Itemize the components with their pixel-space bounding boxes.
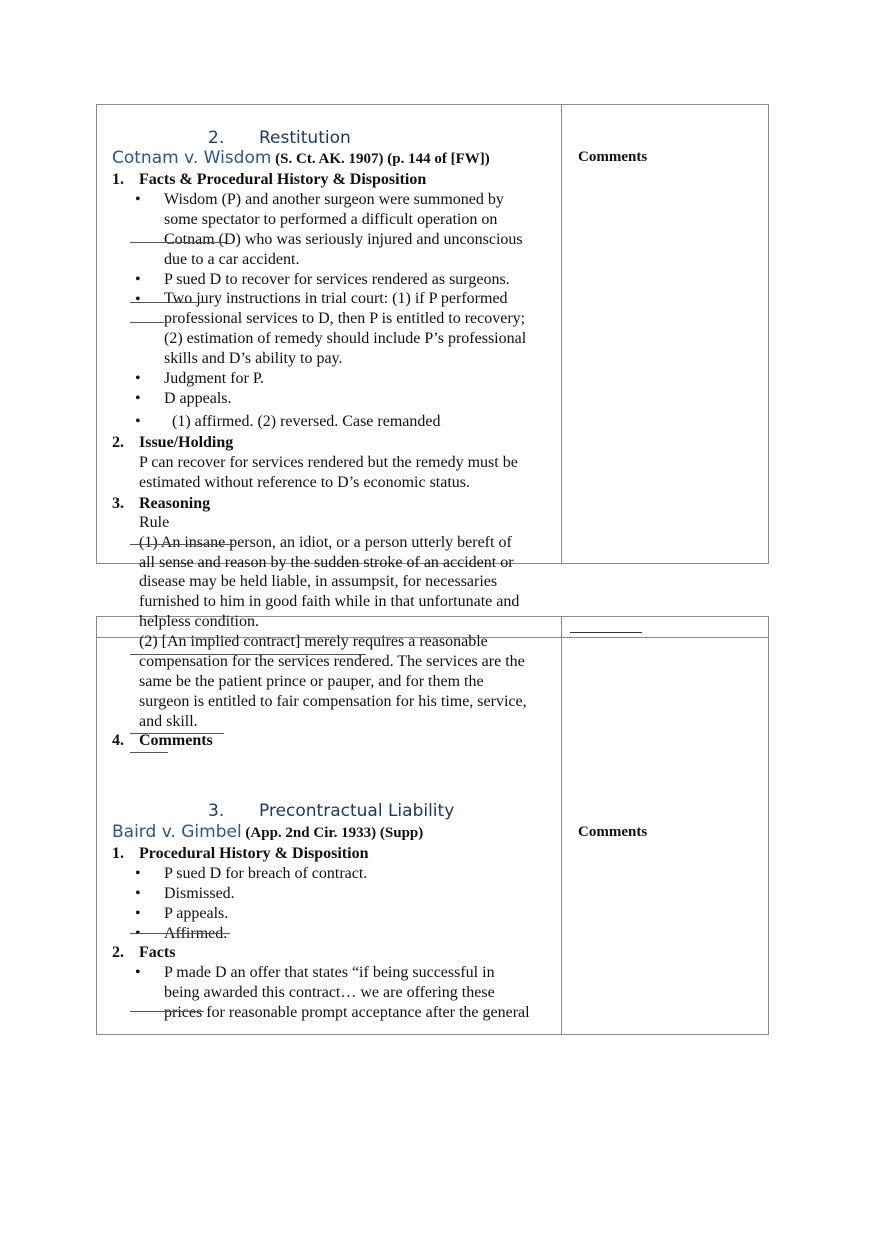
fact-line: Cotnam (D) who was seriously injured and unconscious bbox=[164, 231, 523, 248]
rule-line: disease may be held liable, in assumpsit, for necessaries bbox=[139, 573, 498, 590]
fact-line: Wisdom (P) and another surgeon were summoned by bbox=[164, 191, 504, 208]
history-line: P appeals. bbox=[164, 905, 229, 922]
bullet-icon: • bbox=[135, 191, 141, 208]
fact-line: (1) affirmed. (2) reversed. Case remanded bbox=[172, 413, 441, 430]
heading-4-label: Comments bbox=[139, 732, 213, 749]
heading-2-label: Facts bbox=[139, 944, 176, 961]
table-bottom-divider bbox=[561, 616, 562, 1035]
bullet-icon: • bbox=[135, 413, 141, 430]
fact-line: P sued D to recover for services rendered as surgeons. bbox=[164, 271, 510, 288]
rule-label: Rule bbox=[139, 514, 170, 531]
rule-line: helpless condition. bbox=[139, 613, 259, 630]
rule-line: compensation for the services rendered. The services are the bbox=[139, 653, 525, 670]
strike-mark bbox=[130, 752, 168, 753]
holding-line: estimated without reference to D’s economic status. bbox=[139, 474, 471, 491]
fact-line: prices for reasonable prompt acceptance after the general bbox=[164, 1004, 530, 1021]
rule-line: all sense and reason by the sudden stroke of an accident or bbox=[139, 554, 514, 571]
bullet-icon: • bbox=[135, 925, 141, 942]
heading-1-label: Procedural History & Disposition bbox=[139, 845, 369, 862]
heading-2-num: 2. bbox=[112, 434, 124, 451]
comments-label-top: Comments bbox=[578, 149, 648, 165]
rule-line: (2) [An implied contract] merely requires a reasonable bbox=[139, 633, 488, 650]
strike-mark bbox=[130, 242, 226, 243]
fact-line: being awarded this contract… we are offering these bbox=[164, 984, 495, 1001]
rule-line: furnished to him in good faith while in that unfortunate and bbox=[139, 593, 520, 610]
fact-line: professional services to D, then P is entitled to recovery; bbox=[164, 310, 526, 327]
fact-line: Two jury instructions in trial court: (1) if P performed bbox=[164, 290, 508, 307]
rule-line: and skill. bbox=[139, 713, 198, 730]
section-2-title: Restitution bbox=[259, 128, 351, 148]
case-name: Cotnam v. Wisdom bbox=[112, 148, 272, 168]
fact-line: P made D an offer that states “if being successful in bbox=[164, 964, 495, 981]
holding-line: P can recover for services rendered but the remedy must be bbox=[139, 454, 518, 471]
section-2-number: 2. bbox=[208, 128, 225, 148]
heading-3-label: Reasoning bbox=[139, 495, 211, 512]
history-line: Affirmed. bbox=[164, 925, 228, 942]
case-citation: (S. Ct. AK. 1907) (p. 144 of [FW]) bbox=[271, 151, 490, 167]
heading-3-num: 3. bbox=[112, 495, 124, 512]
bullet-icon: • bbox=[135, 271, 141, 288]
bullet-icon: • bbox=[135, 865, 141, 882]
rule-line: surgeon is entitled to fair compensation for his time, service, bbox=[139, 693, 527, 710]
fact-line: skills and D’s ability to pay. bbox=[164, 350, 343, 367]
fact-line: D appeals. bbox=[164, 390, 232, 407]
bullet-icon: • bbox=[135, 885, 141, 902]
case-name: Baird v. Gimbel bbox=[112, 822, 242, 842]
heading-4-num: 4. bbox=[112, 732, 124, 749]
strike-mark bbox=[130, 544, 234, 545]
history-line: P sued D for breach of contract. bbox=[164, 865, 368, 882]
fact-line: (2) estimation of remedy should include P’s professional bbox=[164, 330, 527, 347]
case-citation: (App. 2nd Cir. 1933) (Supp) bbox=[241, 825, 424, 841]
bullet-icon: • bbox=[135, 964, 141, 981]
bullet-icon: • bbox=[135, 370, 141, 387]
bullet-icon: • bbox=[135, 905, 141, 922]
fact-line: due to a car accident. bbox=[164, 251, 300, 268]
strike-mark bbox=[130, 1011, 204, 1012]
heading-1-num: 1. bbox=[112, 171, 124, 188]
strike-mark bbox=[130, 933, 230, 934]
heading-2-num: 2. bbox=[112, 944, 124, 961]
history-line: Dismissed. bbox=[164, 885, 235, 902]
section-3-number: 3. bbox=[208, 801, 225, 821]
table-top-divider bbox=[561, 104, 562, 564]
comments-label-bottom: Comments bbox=[578, 824, 648, 840]
heading-2-label: Issue/Holding bbox=[139, 434, 234, 451]
section-3-title: Precontractual Liability bbox=[259, 801, 455, 821]
strike-mark bbox=[130, 733, 224, 734]
fact-line: some spectator to performed a difficult operation on bbox=[164, 211, 498, 228]
heading-1-num: 1. bbox=[112, 845, 124, 862]
comments-short-rule bbox=[570, 632, 642, 633]
bullet-icon: • bbox=[135, 390, 141, 407]
rule-line: (1) An insane person, an idiot, or a person utterly bereft of bbox=[139, 534, 512, 551]
heading-1-label: Facts & Procedural History & Disposition bbox=[139, 171, 427, 188]
fact-line: Judgment for P. bbox=[164, 370, 264, 387]
rule-line: same be the patient prince or pauper, and for them the bbox=[139, 673, 484, 690]
strike-mark bbox=[130, 322, 164, 323]
strike-mark bbox=[130, 302, 202, 303]
bullet-icon: • bbox=[135, 291, 141, 308]
case-heading-baird bbox=[112, 822, 423, 842]
case-heading-cotnam bbox=[112, 148, 490, 168]
